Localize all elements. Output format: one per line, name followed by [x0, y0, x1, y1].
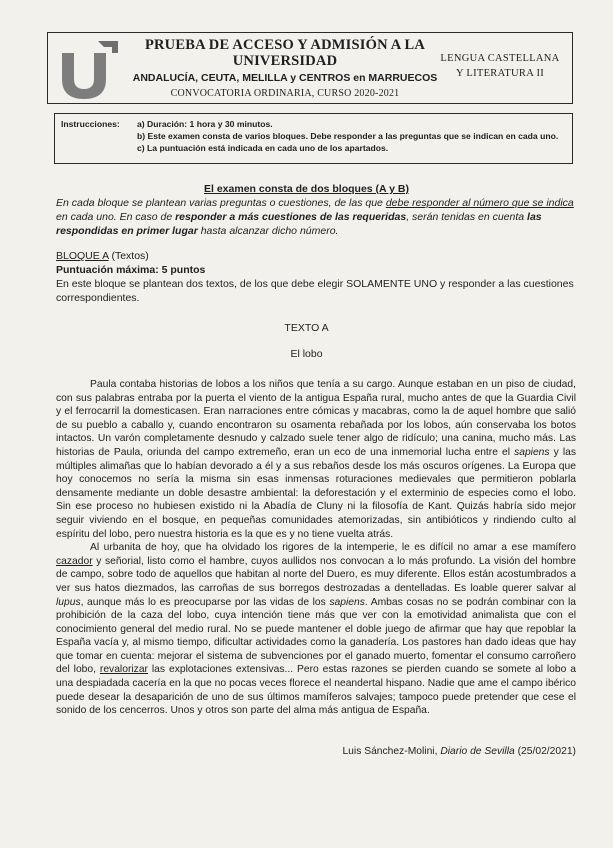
texto-label: TEXTO A — [284, 322, 329, 334]
university-logo-icon — [58, 39, 120, 99]
exam-header — [47, 32, 573, 104]
paragraph-italic: lupus — [56, 596, 81, 608]
instruction-item: a) Duración: 1 hora y 30 minutos. — [137, 119, 273, 129]
paragraph — [56, 378, 576, 541]
instructions-label: Instrucciones: — [61, 119, 120, 129]
exam-title-line2: UNIVERSIDAD — [232, 53, 338, 69]
texto-body — [56, 378, 576, 718]
paragraph-italic: sapiens — [329, 596, 365, 608]
instruction-item: c) La puntuación está indicada en cada uno de los apartados. — [137, 143, 389, 153]
paragraph — [56, 541, 576, 718]
exam-region: ANDALUCÍA, CEUTA, MELILLA y CENTROS en MARRUECOS — [132, 72, 438, 84]
exam-structure-heading: El examen consta de dos bloques (A y B) — [204, 183, 409, 195]
exam-convocatoria: CONVOCATORIA ORDINARIA, CURSO 2020-2021 — [170, 88, 400, 99]
paragraph-underlined: revalorizar — [99, 664, 148, 676]
paragraph-text: , aunque más lo es preocuparse por las vidas de los — [80, 596, 330, 608]
intro-underlined: debe responder al número que se indica — [385, 197, 574, 209]
paragraph-text: Al urbanita de hoy, que ha olvidado los rigores de la intemperie, le es difícil no amar a ese mamífero — [90, 542, 576, 554]
exam-title-line1: PRUEBA DE ACCESO Y ADMISIÓN A LA — [144, 37, 426, 53]
bloque-description: En este bloque se plantean dos textos, de los que debe elegir SOLAMENTE UNO y responder a las cuestiones correspondientes. — [56, 278, 574, 304]
paragraph-underlined: cazador — [56, 555, 93, 567]
paragraph-text: las explotaciones extensivas... Pero estas razones se pierden cuando se somete al lobo a una despiadada cacería en la que no pocas veces florece el neandertal hispano. Nadie que ame el campo ibérico puede desear la desaparición de uno de sus últimos mamíferos salvajes; tampoco puede pretender que cese el sonido de los cencerros. Unos y otros son parte del alma más antigua de España. — [56, 664, 576, 717]
bloque-score: Puntuación máxima: 5 puntos — [56, 264, 206, 276]
paragraph-text: Paula contaba historias de lobos a los niños que tenía a su cargo. Aunque estaban en un piso de ciudad, con sus palabras entraba por la puerta el viento de la antigua España rural, mucho antes de que la Guardia Civil y el ferrocarril la domesticasen. Eran narraciones entre cómicas y macabras, como la de aquel hombre que salió de su pueblo a caballo y, cuando encontraron su osamenta rebañada por los lobos, aún conservaba los botos intactos. Un varón completamente desnudo y calzado suele tener algo de ridículo; una canina, mucho más. Las historias de Paula, oriunda del campo extremeño, eran un eco de una inmemorial lucha entre el — [56, 379, 576, 458]
paragraph-italic: sapiens — [514, 446, 550, 458]
publication-date: (25/02/2021) — [514, 746, 576, 757]
exam-intro — [56, 196, 576, 238]
instruction-item: b) Este examen consta de varios bloques. Debe responder a las preguntas que se indican en cada uno. — [137, 131, 559, 141]
intro-bold: responder a más cuestiones de las requeridas — [175, 211, 407, 223]
bloque-title — [56, 250, 149, 263]
paragraph-text: y las múltiples alimañas que lo habían devorado a él y a sus rebaños desde los más oscuros orígenes. La Europa que hoy conocemos no sería la misma sin esas inmensas roturaciones medievales que permitieron poblarla densamente mediante un doble desastre ambiental: la deforestación y el exterminio de especies como el lobo. Sin ese proceso no hubiesen existido ni la Abadía de Cluny ni la filosofía de Kant. Quizás habría sido mejor seguir viviendo en el bosque, en pequeñas comunidades atemorizadas, sin antibióticos y rindiendo culto al espíritu del lobo, pero nuestra historia es la que es y no tiene vuelta atrás. — [56, 446, 576, 540]
exam-subject — [440, 51, 560, 81]
intro-bold: las respondidas en primer lugar — [56, 211, 542, 237]
intro-text: hasta alcanzar dicho número. — [197, 225, 339, 237]
instructions-box — [54, 113, 573, 164]
source-name: Diario de Sevilla — [440, 746, 515, 757]
intro-text: En cada bloque se plantean varias preguntas o cuestiones, de las que — [56, 197, 386, 209]
instructions-list — [137, 118, 558, 154]
subject-line2: Y LITERATURA II — [455, 68, 545, 79]
intro-text: , serán tenidas en cuenta — [406, 211, 528, 223]
subject-line1: LENGUA CASTELLANA — [440, 53, 560, 64]
intro-text: en cada uno. En caso de — [56, 211, 176, 223]
paragraph-text: . Ambas cosas no se podrán combinar con la prohibición de la caza del lobo, cuya intención tiene más que ver con la emotividad animalista que con el conocimiento general del medio rural. No se puede mantener el doble juego de afirmar que hay que repoblar la España vacía y, al mismo tiempo, dificultar actividades como la ganadería. Los pastores han dado ideas que hay que tomar en cuenta: mejorar el sistema de subvenciones por el ganado muerto, fomentar el consumo carroñero del lobo, — [56, 596, 576, 676]
exam-title-block — [126, 37, 444, 100]
text-attribution — [342, 745, 576, 758]
bloque-type: (Textos) — [108, 250, 149, 262]
author-name: Luis Sánchez-Molini, — [342, 746, 441, 757]
texto-title: El lobo — [290, 348, 323, 360]
bloque-name: BLOQUE A — [56, 250, 109, 262]
paragraph-text: y señorial, listo como el hambre, cuyos aullidos nos convocan a lo más profundo. La visión del hombre de campo, sobre todo de aquellos que habitan al norte del Duero, es muy diferente. Ellos están acostumbrados a ver sus hatos diezmados, las carroñas de sus borregos destrozadas a dentelladas. Es loable querer salvar al — [56, 555, 576, 594]
